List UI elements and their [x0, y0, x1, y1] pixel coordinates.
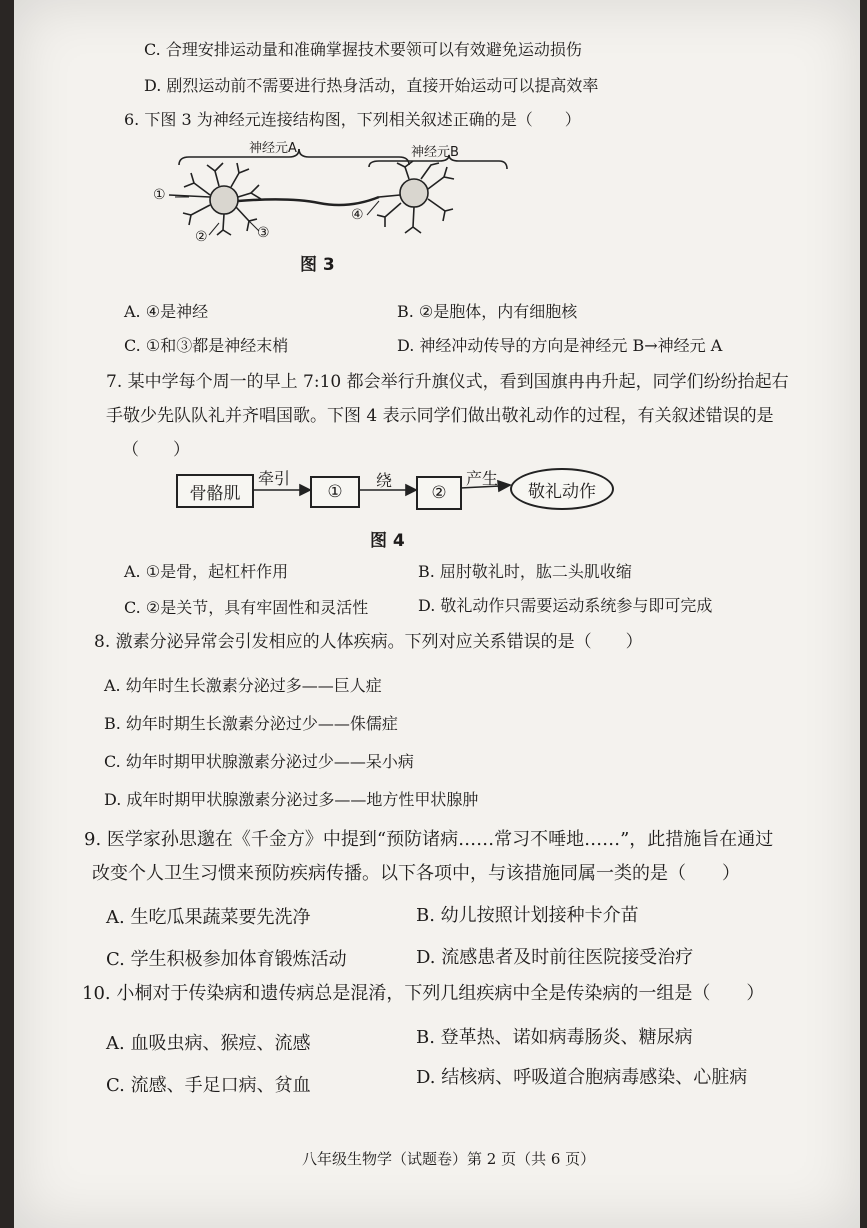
movement-flow-figure [154, 464, 614, 514]
q7-option-b: B. 屈肘敬礼时，肱二头肌收缩 [418, 562, 632, 581]
q9-stem-line2: 改变个人卫生习惯来预防疾病传播。以下各项中，与该措施同属一类的是（ ） [92, 863, 740, 884]
q9-option-b: B. 幼儿按照计划接种卡介苗 [416, 905, 639, 926]
q9-option-d: D. 流感患者及时前往医院接受治疗 [416, 947, 694, 968]
q7-stem-line1: 7. 某中学每个周一的早上 7:10 都会举行升旗仪式，看到国旗冉冉升起，同学们纷纷抬起右 [106, 372, 789, 392]
q10-option-c: C. 流感、手足口病、贫血 [106, 1075, 311, 1096]
q7-option-a: A. ①是骨，起杠杆作用 [124, 562, 289, 581]
marker-3: ③ [257, 225, 270, 241]
q10-option-d: D. 结核病、呼吸道合胞病毒感染、心脏病 [416, 1067, 748, 1088]
pull-label: 牵引 [258, 469, 291, 488]
q8-option-c: C. 幼年时期甲状腺激素分泌过少——呆小病 [104, 752, 414, 771]
around-label: 绕 [376, 471, 393, 490]
q10-option-b: B. 登革热、诺如病毒肠炎、糖尿病 [416, 1027, 693, 1048]
q9-stem-line1: 9. 医学家孙思邈在《千金方》中提到“预防诸病……常习不唾地……”，此措施旨在通过 [84, 829, 774, 850]
figure-4-caption: 图 4 [370, 531, 405, 551]
box-2: ② [416, 476, 462, 510]
marker-1: ① [153, 187, 166, 203]
q5-option-d: D. 剧烈运动前不需要进行热身活动，直接开始运动可以提高效率 [144, 76, 599, 95]
figure-3-caption: 图 3 [300, 255, 335, 275]
neuron-a-label: 神经元A [249, 141, 297, 156]
q8-stem: 8. 激素分泌异常会引发相应的人体疾病。下列对应关系错误的是（ ） [94, 632, 643, 652]
q6-option-b: B. ②是胞体，内有细胞核 [397, 302, 578, 321]
neuron-b-label: 神经元B [411, 145, 459, 160]
q7-stem-line3: （ ） [122, 440, 190, 460]
box-1: ① [310, 476, 360, 508]
q7-stem-line2: 手敬少先队队礼并齐唱国歌。下图 4 表示同学们做出敬礼动作的过程，有关叙述错误的是 [106, 406, 774, 426]
q9-option-c: C. 学生积极参加体育锻炼活动 [106, 949, 347, 970]
produce-label: 产生 [466, 469, 499, 488]
q7-option-d: D. 敬礼动作只需要运动系统参与即可完成 [418, 596, 713, 615]
neuron-figure [139, 135, 519, 245]
q7-option-c: C. ②是关节，具有牢固性和灵活性 [124, 598, 369, 617]
q6-option-c: C. ①和③都是神经末梢 [124, 336, 289, 355]
q6-option-a: A. ④是神经 [124, 302, 209, 321]
q10-option-a: A. 血吸虫病、猴痘、流感 [106, 1033, 311, 1054]
q6-option-d: D. 神经冲动传导的方向是神经元 B→神经元 A [397, 336, 723, 355]
q8-option-a: A. 幼年时生长激素分泌过多——巨人症 [104, 676, 382, 695]
q8-option-b: B. 幼年时期生长激素分泌过少——侏儒症 [104, 714, 398, 733]
q6-stem: 6. 下图 3 为神经元连接结构图，下列相关叙述正确的是（ ） [124, 110, 581, 129]
page-footer: 八年级生物学（试题卷）第 2 页（共 6 页） [302, 1150, 596, 1168]
q9-option-a: A. 生吃瓜果蔬菜要先洗净 [106, 907, 311, 928]
salute-action-ellipse: 敬礼动作 [510, 468, 614, 510]
marker-2: ② [195, 229, 208, 245]
skeletal-muscle-box: 骨骼肌 [176, 474, 254, 508]
q10-stem: 10. 小桐对于传染病和遗传病总是混淆，下列几组疾病中全是传染病的一组是（ ） [82, 983, 765, 1004]
q5-option-c: C. 合理安排运动量和准确掌握技术要领可以有效避免运动损伤 [144, 40, 582, 59]
exam-page [14, 0, 860, 1228]
marker-4: ④ [351, 207, 364, 223]
q8-option-d: D. 成年时期甲状腺激素分泌过多——地方性甲状腺肿 [104, 790, 479, 809]
